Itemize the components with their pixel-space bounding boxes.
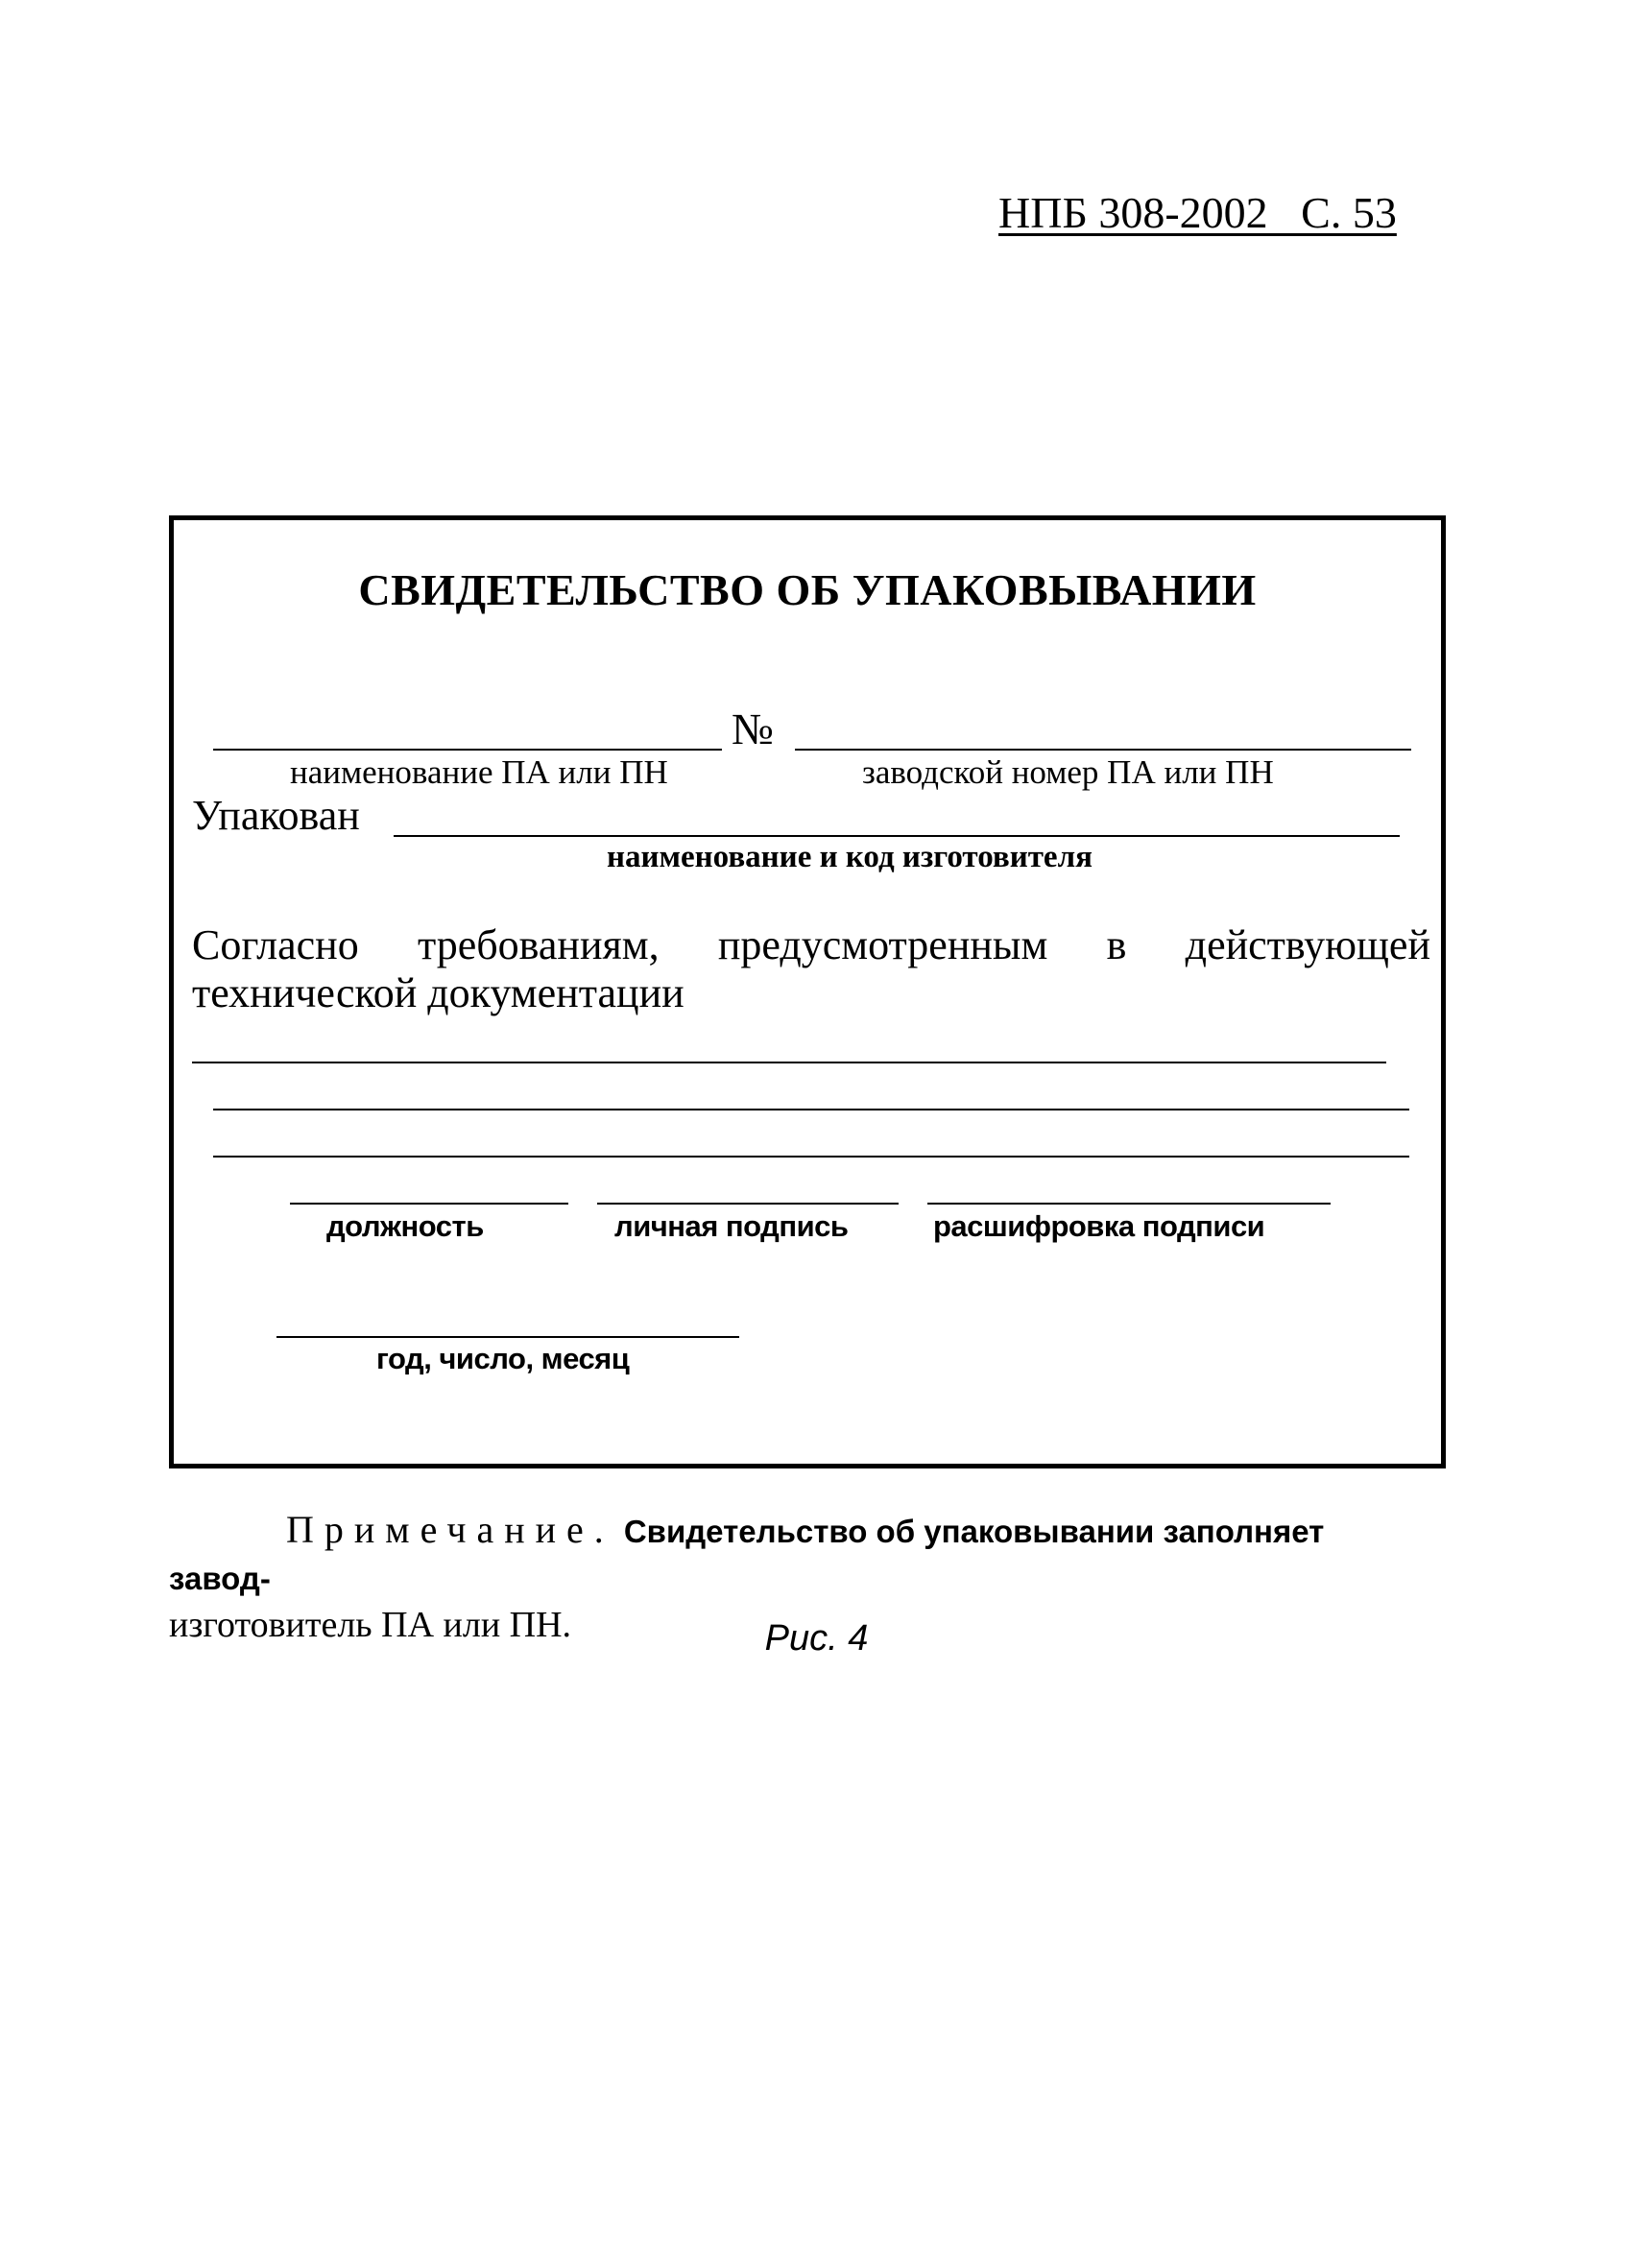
- requirements-text: [192, 921, 1430, 1017]
- product-name-field[interactable]: [213, 749, 722, 751]
- manufacturer-caption: наименование и код изготовителя: [607, 840, 1093, 874]
- requirements-line-1: Согласно требованиям, предусмотренным в действующей: [192, 921, 1430, 968]
- position-field[interactable]: [290, 1203, 568, 1205]
- note-text-line-2: изготовитель ПА или ПН.: [169, 1605, 572, 1645]
- documentation-field-3[interactable]: [213, 1156, 1409, 1158]
- figure-caption: Рис. 4: [764, 1618, 869, 1659]
- manufacturer-field[interactable]: [394, 835, 1400, 837]
- page-header: НПБ 308-2002 С. 53: [998, 188, 1397, 237]
- signature-decoding-caption: расшифровка подписи: [933, 1209, 1265, 1243]
- note-text-line-1: Свидетельство об упаковывании заполняет завод-: [169, 1514, 1325, 1596]
- signature-decoding-field[interactable]: [927, 1203, 1331, 1205]
- position-caption: должность: [326, 1209, 484, 1243]
- date-field[interactable]: [276, 1336, 739, 1338]
- note-label: Примечание.: [286, 1508, 614, 1551]
- signature-caption: личная подпись: [614, 1209, 849, 1243]
- serial-number-caption: заводской номер ПА или ПН: [862, 753, 1274, 791]
- date-caption: год, число, месяц: [376, 1342, 630, 1375]
- documentation-field-2[interactable]: [213, 1109, 1409, 1110]
- requirements-line-2: технической документации: [192, 969, 684, 1016]
- certificate-title: СВИДЕТЕЛЬСТВО ОБ УПАКОВЫВАНИИ: [358, 565, 1257, 614]
- documentation-field-1[interactable]: [192, 1062, 1386, 1063]
- signature-field[interactable]: [597, 1203, 899, 1205]
- number-sign: №: [732, 704, 774, 753]
- packed-label: Упакован: [192, 792, 360, 839]
- serial-number-field[interactable]: [795, 749, 1411, 751]
- product-name-caption: наименование ПА или ПН: [290, 753, 668, 791]
